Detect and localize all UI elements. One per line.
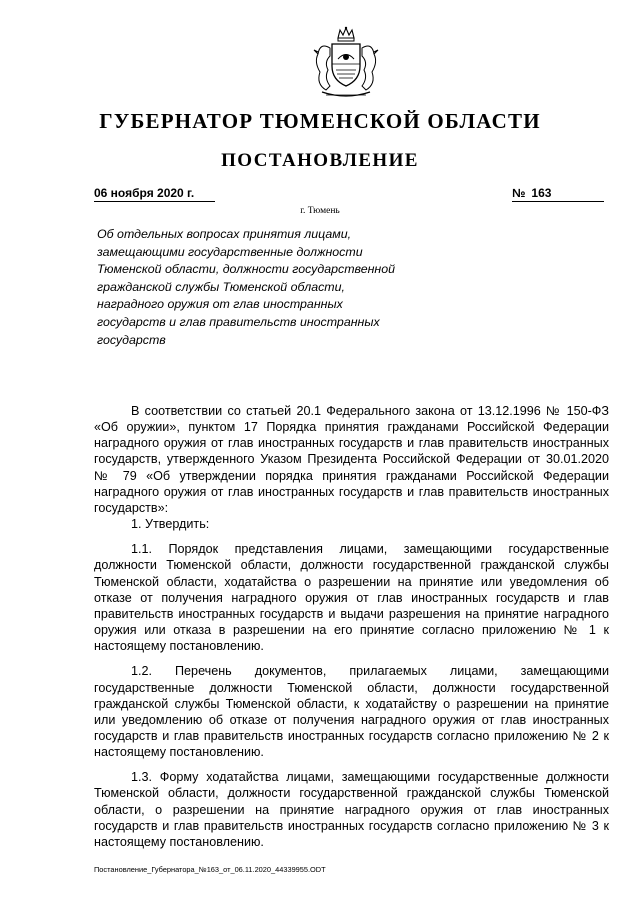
document-city: г. Тюмень — [300, 206, 340, 216]
document-subject: Об отдельных вопросах принятия лицами, замещающими государственные должности Тюменской области, должности государственной гражданской службы Тюменской области, наградного оружия от глав иностранных государств и глав правительств иностранных государств — [97, 227, 396, 347]
item-1-paragraph: 1. Утвердить: — [131, 517, 210, 532]
document-type: ПОСТАНОВЛЕНИЕ — [221, 150, 419, 171]
coat-of-arms-icon — [296, 26, 396, 100]
item-1-2-paragraph: 1.2. Перечень документов, прилагаемых лицами, замещающими государственные должности Тюменской области, должности государственной гражданской службы Тюменской области, к ходатайству о разрешении на принятие или уведомлению об отказе от получения наградного оружия от глав иностранных государств и глав правительств иностранных государств согласно приложению № 2 к настоящему постановлению. — [94, 664, 609, 760]
document-number-field — [512, 186, 604, 202]
issuer-title: ГУБЕРНАТОР ТЮМЕНСКОЙ ОБЛАСТИ — [99, 109, 541, 133]
document-number: 163 — [531, 186, 552, 200]
document-body — [94, 403, 609, 850]
document-date: 06 ноября 2020 г. — [94, 186, 215, 202]
preamble-paragraph: В соответствии со статьей 20.1 Федерального закона от 13.12.1996 № 150-ФЗ «Об оружии», пунктом 17 Порядка принятия гражданами Российской Федерации наградного оружия от глав иностранных государств и глав правительств иностранных государств, утвержденного Указом Президента Российской Федерации от 30.01.2020 № 79 «Об утверждении порядка принятия гражданами Российской Федерации наградного оружия от глав иностранных государств и глав правительств иностранных государств»: — [94, 404, 609, 515]
number-sign: № — [512, 186, 526, 200]
footer-filename: Постановление_Губернатора_№163_от_06.11.2020_44339955.ODT — [94, 865, 326, 874]
item-1-3-paragraph: 1.3. Форму ходатайства лицами, замещающими государственные должности Тюменской области, должности государственной гражданской службы Тюменской области, о разрешении на принятие наградного оружия от глав иностранных государств и глав правительств иностранных государств согласно приложению № 3 к настоящему постановлению. — [94, 770, 609, 849]
item-1-1-paragraph: 1.1. Порядок представления лицами, замещающими государственные должности Тюменской области, должности государственной гражданской службы Тюменской области, ходатайства о разрешении на принятие или уведомления об отказе от получения наградного оружия от глав иностранных государств и глав правительств иностранных государств и выдачи разрешения на принятие наградного оружия или отказа в разрешении на его принятие согласно приложению № 1 к настоящему постановлению. — [94, 542, 609, 654]
